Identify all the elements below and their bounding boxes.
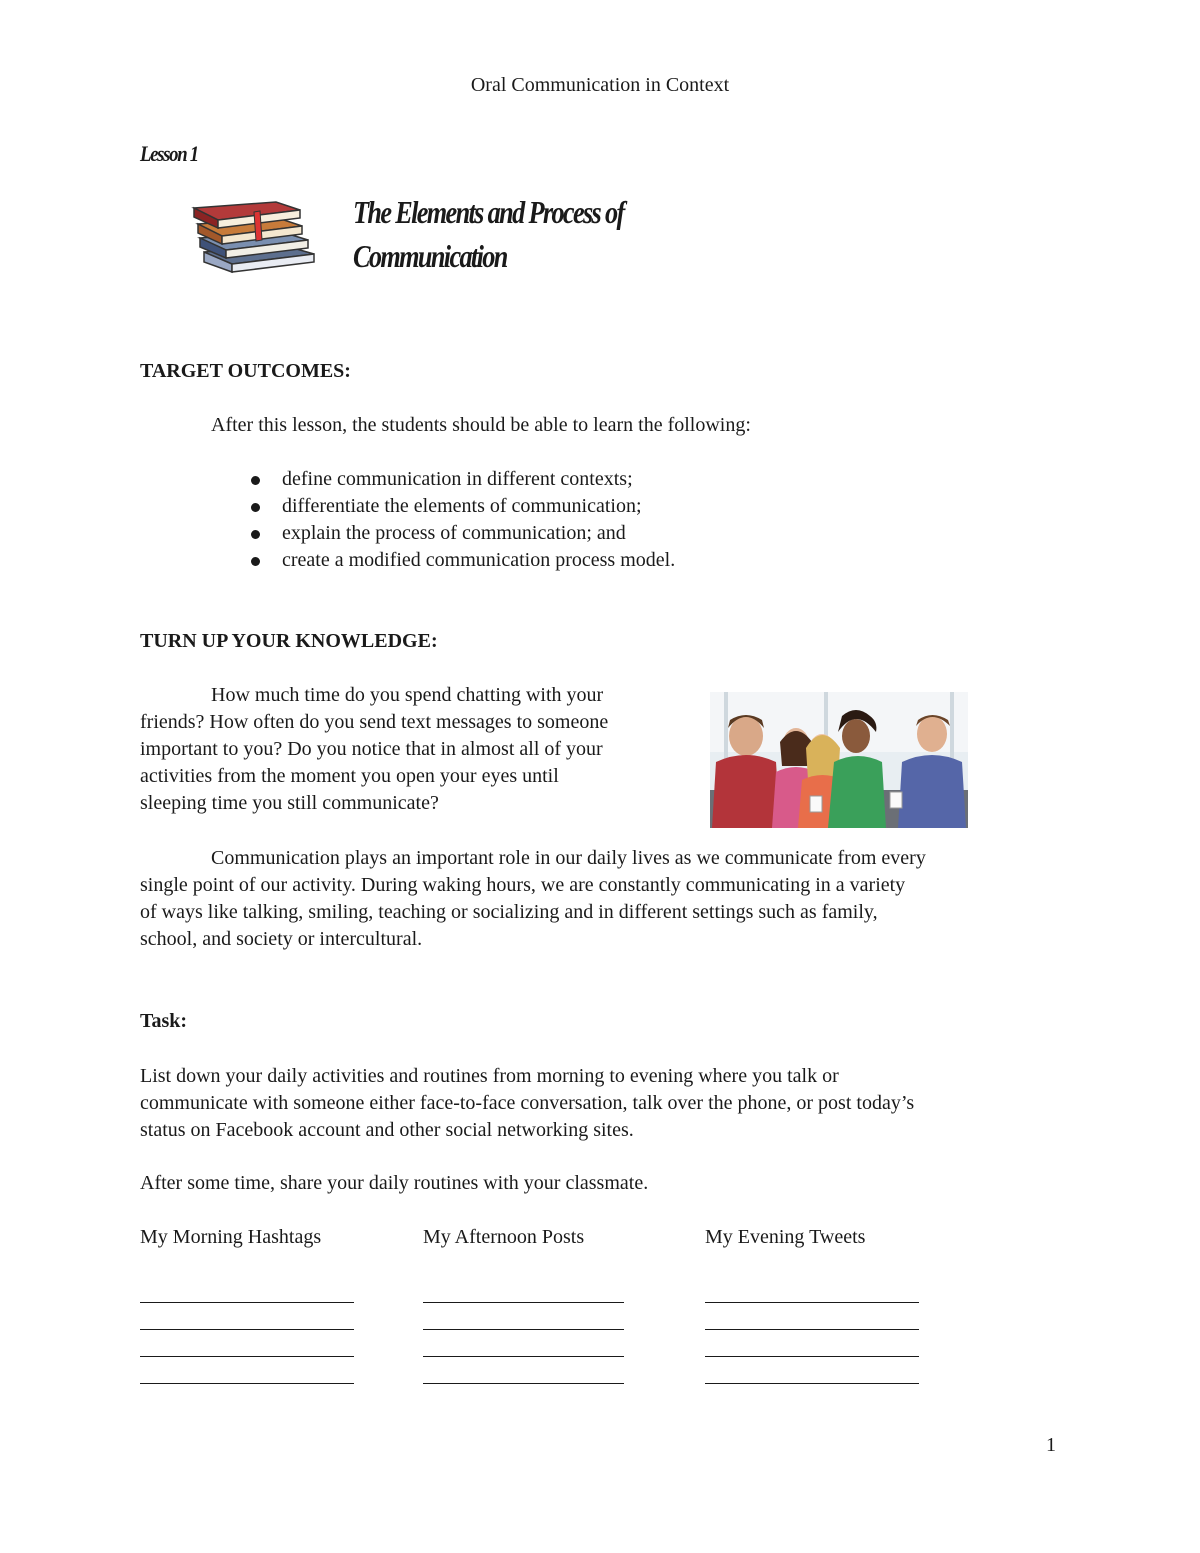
- list-item: differentiate the elements of communication;: [244, 493, 675, 520]
- answer-line[interactable]: [140, 1329, 354, 1330]
- task-paragraph-1: [140, 1063, 914, 1144]
- paragraph-line: friends? How often do you send text messages to someone: [140, 711, 609, 733]
- target-outcomes-intro: After this lesson, the students should be able to learn the following:: [211, 414, 751, 436]
- paragraph-line: List down your daily activities and routines from morning to evening where you talk or: [140, 1065, 839, 1087]
- knowledge-heading: TURN UP YOUR KNOWLEDGE:: [140, 630, 438, 652]
- column-heading-morning: My Morning Hashtags: [140, 1226, 322, 1248]
- answer-line[interactable]: [423, 1383, 624, 1384]
- task-heading: Task:: [140, 1010, 188, 1032]
- task-paragraph-2: After some time, share your daily routines with your classmate.: [140, 1172, 649, 1194]
- column-heading-afternoon: My Afternoon Posts: [423, 1226, 585, 1248]
- page-number: 1: [1046, 1434, 1056, 1456]
- paragraph-line: How much time do you spend chatting with your: [211, 684, 604, 706]
- lesson-title: [353, 190, 632, 278]
- paragraph-line: communicate with someone either face-to-face conversation, talk over the phone, or post today’s: [140, 1092, 915, 1114]
- answer-line[interactable]: [140, 1302, 354, 1303]
- lesson-label: Lesson 1: [140, 141, 198, 166]
- list-item: define communication in different contexts;: [244, 466, 675, 493]
- list-item: create a modified communication process model.: [244, 547, 675, 574]
- paragraph-line: single point of our activity. During waking hours, we are constantly communicating in a variety: [140, 874, 906, 896]
- outcomes-list: [244, 466, 675, 574]
- paragraph-line: Communication plays an important role in our daily lives as we communicate from every: [211, 847, 926, 869]
- paragraph-line: school, and society or intercultural.: [140, 928, 423, 950]
- knowledge-paragraph-2: [140, 845, 926, 953]
- answer-line[interactable]: [705, 1356, 919, 1357]
- target-outcomes-heading: TARGET OUTCOMES:: [140, 360, 351, 382]
- paragraph-line: status on Facebook account and other social networking sites.: [140, 1119, 634, 1141]
- list-item: explain the process of communication; and: [244, 520, 675, 547]
- lesson-title-line-2: Communication: [353, 238, 507, 274]
- answer-line[interactable]: [705, 1383, 919, 1384]
- answer-line[interactable]: [140, 1356, 354, 1357]
- answer-line[interactable]: [705, 1302, 919, 1303]
- column-heading-evening: My Evening Tweets: [705, 1226, 866, 1248]
- paragraph-line: activities from the moment you open your eyes until: [140, 765, 559, 787]
- answer-line[interactable]: [705, 1329, 919, 1330]
- answer-line[interactable]: [423, 1329, 624, 1330]
- answer-line[interactable]: [423, 1356, 624, 1357]
- answer-line[interactable]: [140, 1383, 354, 1384]
- students-chatting-photo: [710, 692, 968, 828]
- stack-of-books-icon: [190, 192, 320, 274]
- paragraph-line: important to you? Do you notice that in almost all of your: [140, 738, 603, 760]
- answer-line[interactable]: [423, 1302, 624, 1303]
- knowledge-paragraph-1: [140, 682, 608, 817]
- paragraph-line: sleeping time you still communicate?: [140, 792, 439, 814]
- lesson-title-line-1: The Elements and Process of: [353, 194, 624, 230]
- paragraph-line: of ways like talking, smiling, teaching or socializing and in different settings such as family,: [140, 901, 878, 923]
- running-header: Oral Communication in Context: [470, 74, 730, 96]
